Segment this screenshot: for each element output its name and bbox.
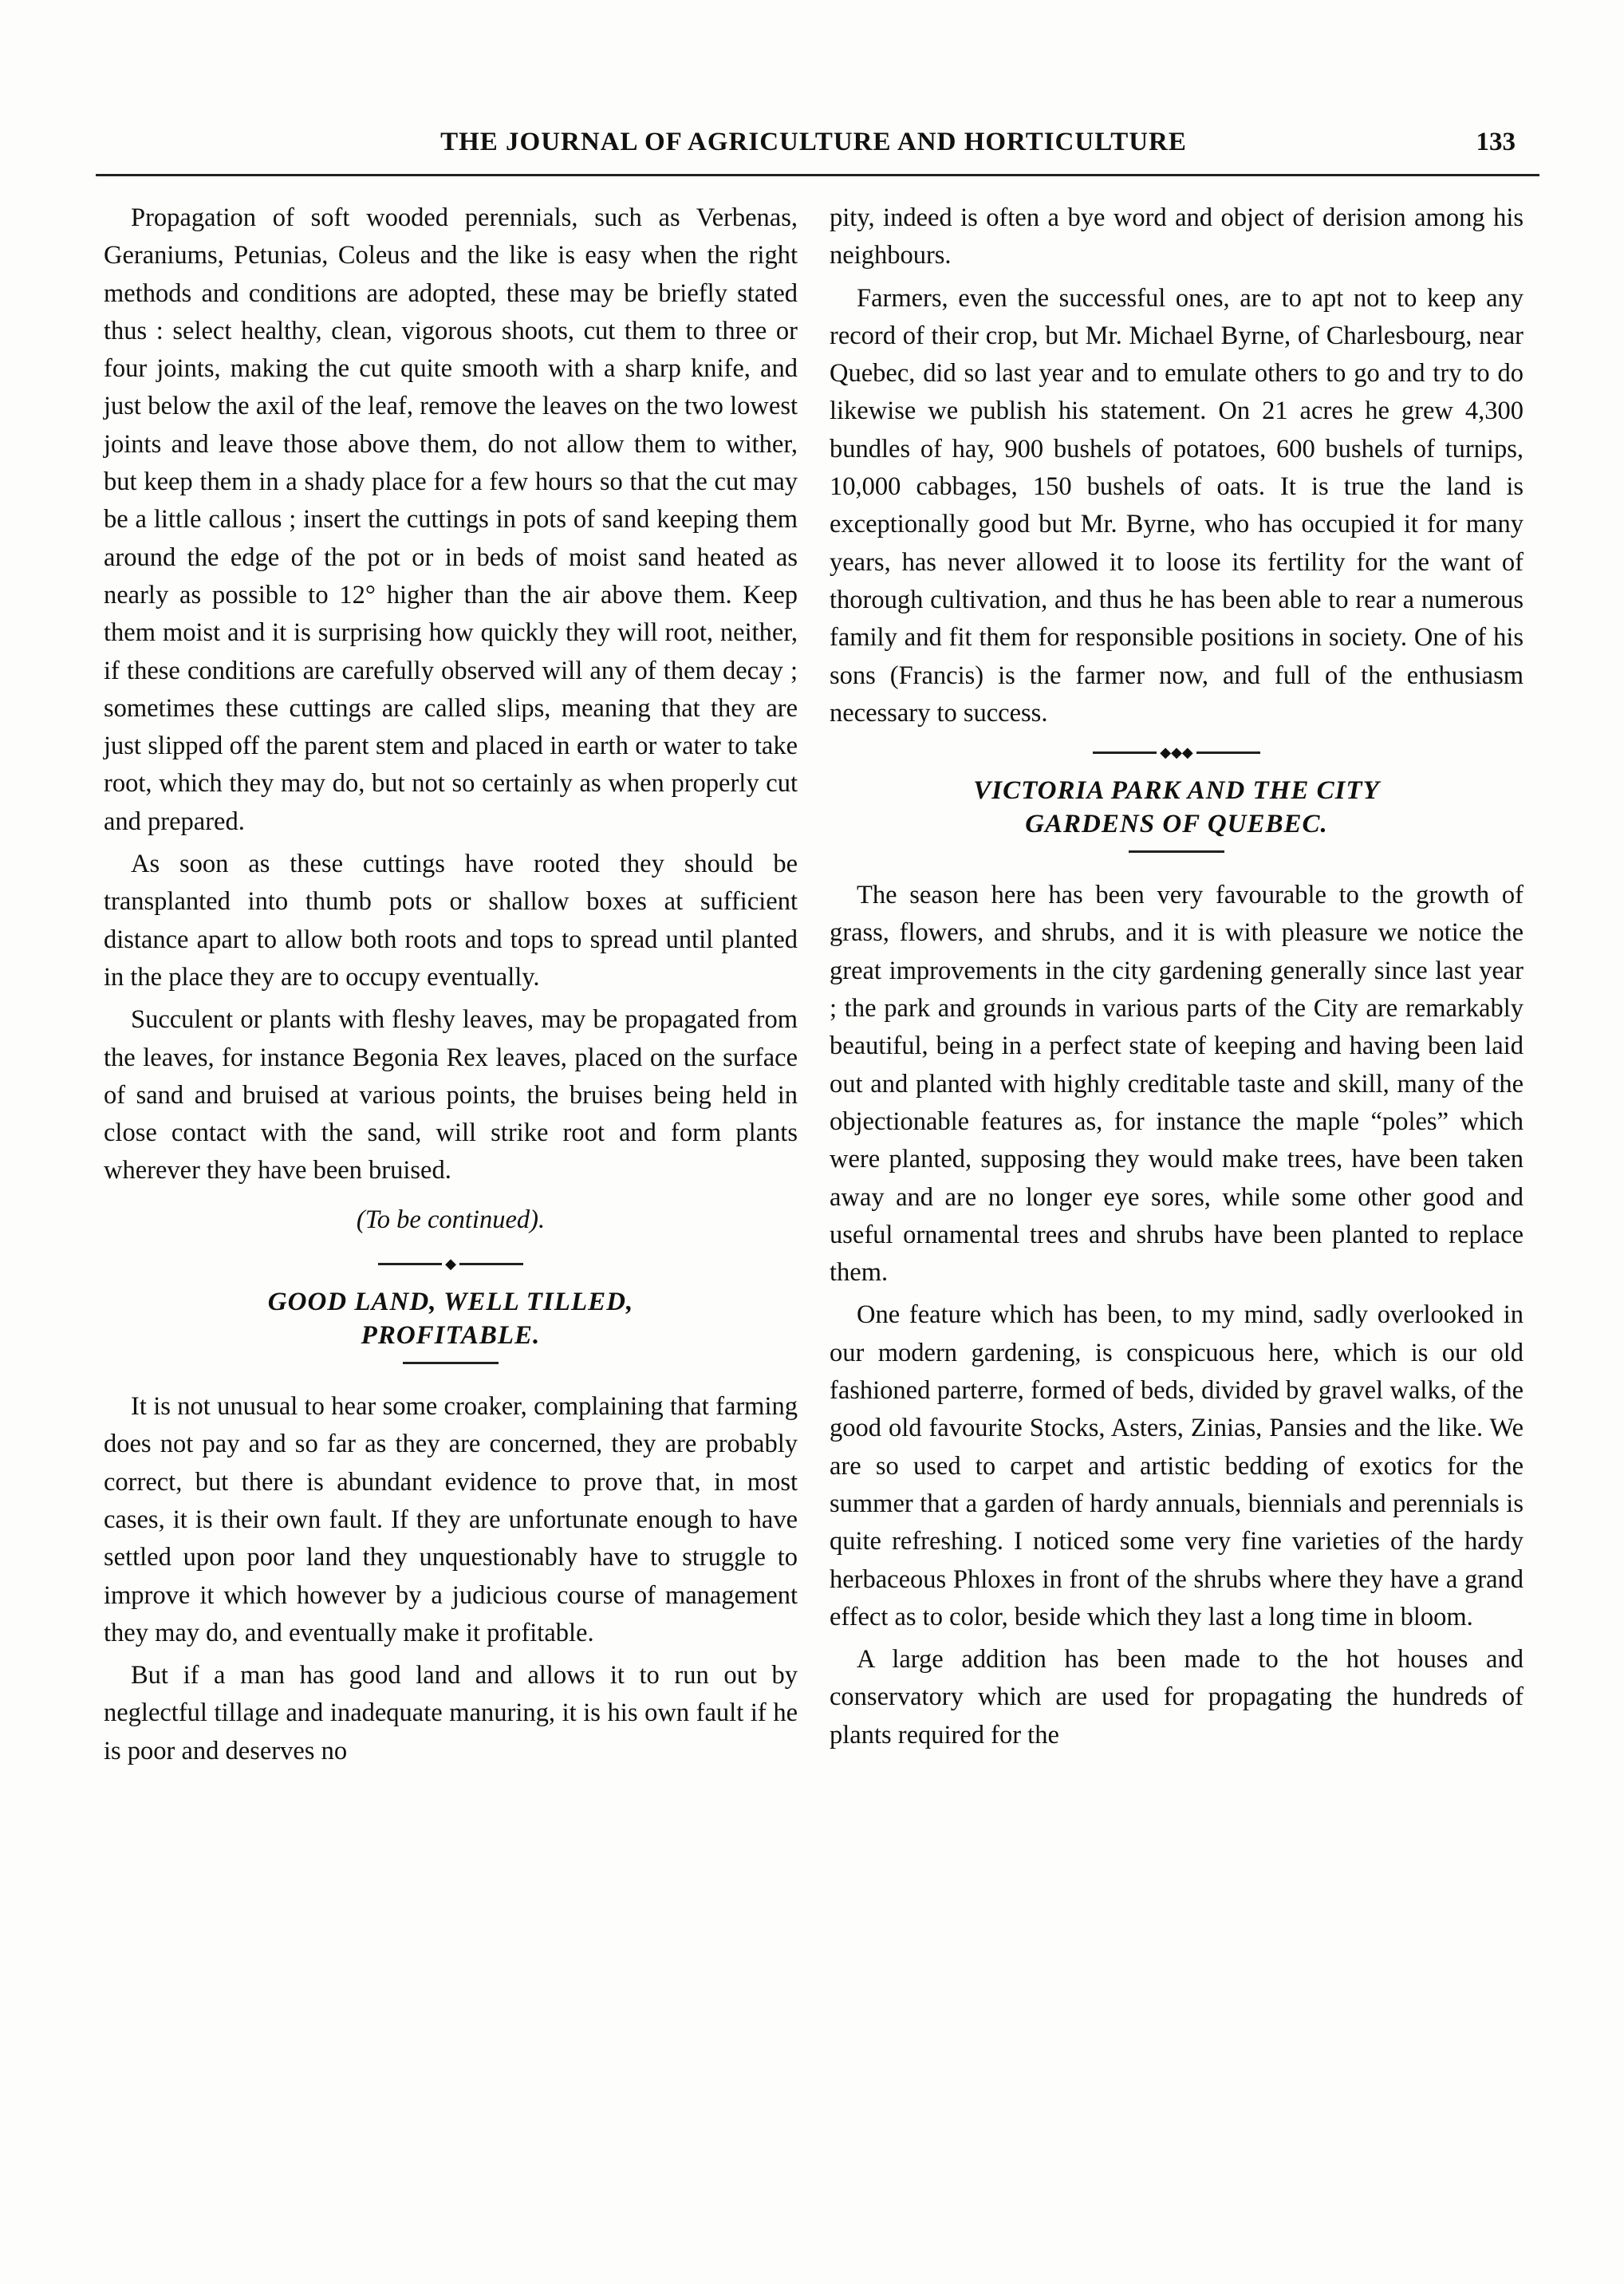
- ornament-diamond-icon: ◆◆◆: [1160, 744, 1193, 761]
- continued-note: (To be continued).: [356, 1205, 546, 1234]
- section-ornament: [830, 744, 1523, 761]
- article-title: [830, 774, 1523, 841]
- paragraph: Propagation of soft wooded perennials, such as Verbenas, Geraniums, Petunias, Coleus and the like is easy when the right methods and conditions are adopted, these may be briefly stated thus : select healthy, clean, vigorous shoots, cut them to three or four joints, making the cut quite smooth with a sharp knife, and just below the axil of the leaf, remove the leaves on the two lowest joints and leave those above them, do not allow them to wither, but keep them in a shady place for a few hours so that the cut may be a little callous ; insert the cuttings in pots of sand keeping them around the edge of the pot or in beds of moist sand heated as nearly as possible to 12° higher than the air above them. Keep them moist and it is surprising how quickly they will root, neither, if these conditions are carefully observed will any of them decay ; sometimes these cuttings are called slips, meaning that they are just slipped off the parent stem and placed in earth or water to take root, which they may do, but not so certainly as when properly cut and prepared.: [104, 203, 798, 836]
- paragraph: The season here has been very favourable to the growth of grass, flowers, and shrubs, and it is with pleasure we notice the great improvements in the city gardening generally since last year ; the park and grounds in various parts of the City are remarkably beautiful, being in a perfect state of keeping and having been laid out and planted with highly creditable taste and skill, many of the objectionable features as, for instance the maple “poles” which were planted, supposing they would make trees, have been taken away and are no longer eye sores, while some other good and useful ornamental trees and shrubs have been planted to replace them.: [830, 881, 1523, 1288]
- paragraph: Succulent or plants with fleshy leaves, may be propagated from the leaves, for instance Begonia Rex leaves, placed on the surface of sand and bruised at various points, the bruises being held in close contact with the sand, will strike root and form plants wherever they have been bruised.: [104, 1005, 798, 1185]
- paragraph: One feature which has been, to my mind, sadly overlooked in our modern gardening, is conspicuous here, which is our old fashioned parterre, formed of beds, divided by gravel walks, of the good old favourite Stocks, Asters, Zinias, Pansies and the like. We are so used to carpet and artistic bedding of exotics for the summer that a garden of hardy annuals, biennials and perennials is quite refreshing. I noticed some very fine varieties of the hardy herbaceous Phloxes in front of the shrubs where they have a grand effect as to color, beside which they last a long time in bloom.: [830, 1300, 1523, 1631]
- article-title-line: GARDENS OF QUEBEC.: [1025, 810, 1328, 839]
- title-rule: [403, 1362, 499, 1364]
- left-column: [104, 199, 798, 1775]
- paragraph: As soon as these cuttings have rooted they should be transplanted into thumb pots or shallow boxes at sufficient distance apart to allow both roots and tops to spread until planted in the place they are to occupy eventually.: [104, 850, 798, 992]
- article-title-line: VICTORIA PARK AND THE CITY: [973, 776, 1380, 806]
- paragraph: A large addition has been made to the hot houses and conservatory which are used for propagating the hundreds of plants required for the: [830, 1645, 1523, 1749]
- article-title-line: PROFITABLE.: [361, 1321, 541, 1351]
- right-column: [830, 199, 1523, 1759]
- paragraph: Farmers, even the successful ones, are to apt not to keep any record of their crop, but Mr. Michael Byrne, of Charlesbourg, near Quebec, did so last year and to emulate others to go and try to do likewise we publish his statement. On 21 acres he grew 4,300 bundles of hay, 900 bushels of potatoes, 600 bushels of turnips, 10,000 cabbages, 150 bushels of oats. It is true the land is exceptionally good but Mr. Byrne, who has occupied it for many years, has never allowed it to loose its fertility for the want of thorough cultivation, and thus he has been able to rear a numerous family and fit them for responsible positions in society. One of his sons (Francis) is the farmer now, and full of the enthusiasm necessary to success.: [830, 283, 1523, 728]
- ornament-line: [459, 1263, 523, 1265]
- paragraph: But if a man has good land and allows it to run out by neglectful tillage and inadequate manuring, it is his own fault if he is poor and deserves no: [104, 1661, 798, 1765]
- paragraph: It is not unusual to hear some croaker, complaining that farming does not pay and so far as they are concerned, they are probably correct, but there is abundant evidence to prove that, in most cases, it is their own fault. If they are unfortunate enough to have settled upon poor land they unquestionably have to struggle to improve it which however by a judicious course of management they may do, and eventually make it profitable.: [104, 1392, 798, 1647]
- header-rule: [96, 174, 1539, 176]
- ornament-line: [1196, 751, 1260, 754]
- running-head: [96, 120, 1531, 168]
- page-number: 133: [1476, 128, 1516, 156]
- paragraph: pity, indeed is often a bye word and object of derision among his neighbours.: [830, 203, 1523, 270]
- article-title: [104, 1285, 798, 1352]
- ornament-line: [378, 1263, 442, 1265]
- ornament-diamond-icon: ◆: [445, 1256, 456, 1272]
- ornament-line: [1093, 751, 1157, 754]
- title-rule: [1129, 850, 1224, 853]
- running-title: THE JOURNAL OF AGRICULTURE AND HORTICULTURE: [440, 128, 1187, 156]
- article-title-line: GOOD LAND, WELL TILLED,: [267, 1288, 634, 1317]
- section-ornament: [104, 1256, 798, 1272]
